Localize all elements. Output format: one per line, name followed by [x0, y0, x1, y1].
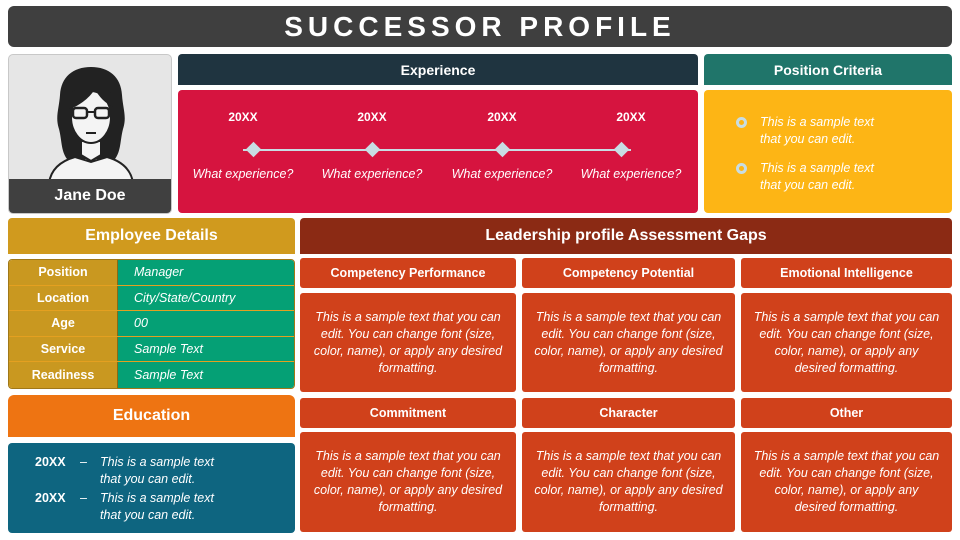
criteria-item — [760, 114, 890, 148]
gap-text: This is a sample text that you can edit. You can change font (size, color, name), or apply any desired formatting. — [300, 432, 516, 532]
row-value: City/State/Country — [118, 286, 294, 311]
education-year: 20XX — [35, 455, 66, 469]
row-value: Manager — [118, 260, 294, 285]
table-row — [9, 311, 294, 337]
row-value: Sample Text — [118, 337, 294, 362]
employee-details-header: Employee Details — [8, 218, 295, 254]
table-row — [9, 286, 294, 312]
gap-title: Competency Performance — [300, 258, 516, 288]
row-label: Age — [9, 311, 118, 336]
gap-title: Other — [741, 398, 952, 428]
row-label: Location — [9, 286, 118, 311]
position-criteria-list — [704, 90, 952, 213]
experience-timeline — [178, 90, 698, 213]
dash: – — [80, 455, 87, 469]
education-text: This is a sample text that you can edit. — [100, 491, 214, 522]
timeline-line — [243, 149, 631, 151]
education-list — [8, 443, 295, 533]
leadership-gaps-header: Leadership profile Assessment Gaps — [300, 218, 952, 254]
gap-text: This is a sample text that you can edit. You can change font (size, color, name), or apply any desired formatting. — [522, 293, 735, 392]
diamond-marker-icon — [364, 142, 380, 158]
gap-title: Emotional Intelligence — [741, 258, 952, 288]
education-header: Education — [8, 395, 295, 437]
education-item — [35, 490, 225, 524]
row-value: Sample Text — [118, 362, 294, 388]
education-text: This is a sample text that you can edit. — [100, 455, 214, 486]
row-label: Position — [9, 260, 118, 285]
dash: – — [80, 491, 87, 505]
table-row — [9, 260, 294, 286]
gap-text: This is a sample text that you can edit. You can change font (size, color, name), or apply any desired formatting. — [522, 432, 735, 532]
row-value: 00 — [118, 311, 294, 336]
timeline-text: What experience? — [451, 167, 553, 181]
gap-title: Commitment — [300, 398, 516, 428]
education-item — [35, 454, 225, 488]
timeline-year: 20XX — [357, 110, 387, 124]
page-title: SUCCESSOR PROFILE — [8, 6, 952, 47]
diamond-marker-icon — [613, 142, 629, 158]
timeline-text: What experience? — [580, 167, 682, 181]
criteria-text: This is a sample text that you can edit. — [760, 115, 874, 146]
criteria-item — [760, 160, 890, 194]
table-row — [9, 362, 294, 388]
timeline-year: 20XX — [487, 110, 517, 124]
gap-text: This is a sample text that you can edit. You can change font (size, color, name), or apply any desired formatting. — [741, 432, 952, 532]
education-year: 20XX — [35, 491, 66, 505]
criteria-text: This is a sample text that you can edit. — [760, 161, 874, 192]
row-label: Service — [9, 337, 118, 362]
profile-card — [8, 54, 172, 214]
bullet-icon — [736, 163, 747, 174]
employee-details-table — [8, 259, 295, 389]
profile-name: Jane Doe — [9, 179, 171, 213]
gap-text: This is a sample text that you can edit. You can change font (size, color, name), or apply any desired formatting. — [741, 293, 952, 392]
avatar-icon — [9, 55, 172, 183]
gap-title: Character — [522, 398, 735, 428]
gap-title: Competency Potential — [522, 258, 735, 288]
bullet-icon — [736, 117, 747, 128]
timeline-year: 20XX — [228, 110, 258, 124]
table-row — [9, 337, 294, 363]
diamond-marker-icon — [494, 142, 510, 158]
timeline-text: What experience? — [321, 167, 423, 181]
position-criteria-header: Position Criteria — [704, 54, 952, 85]
row-label: Readiness — [9, 362, 118, 388]
experience-header: Experience — [178, 54, 698, 85]
timeline-text: What experience? — [192, 167, 294, 181]
gap-text: This is a sample text that you can edit. You can change font (size, color, name), or apply any desired formatting. — [300, 293, 516, 392]
diamond-marker-icon — [245, 142, 261, 158]
timeline-year: 20XX — [616, 110, 646, 124]
